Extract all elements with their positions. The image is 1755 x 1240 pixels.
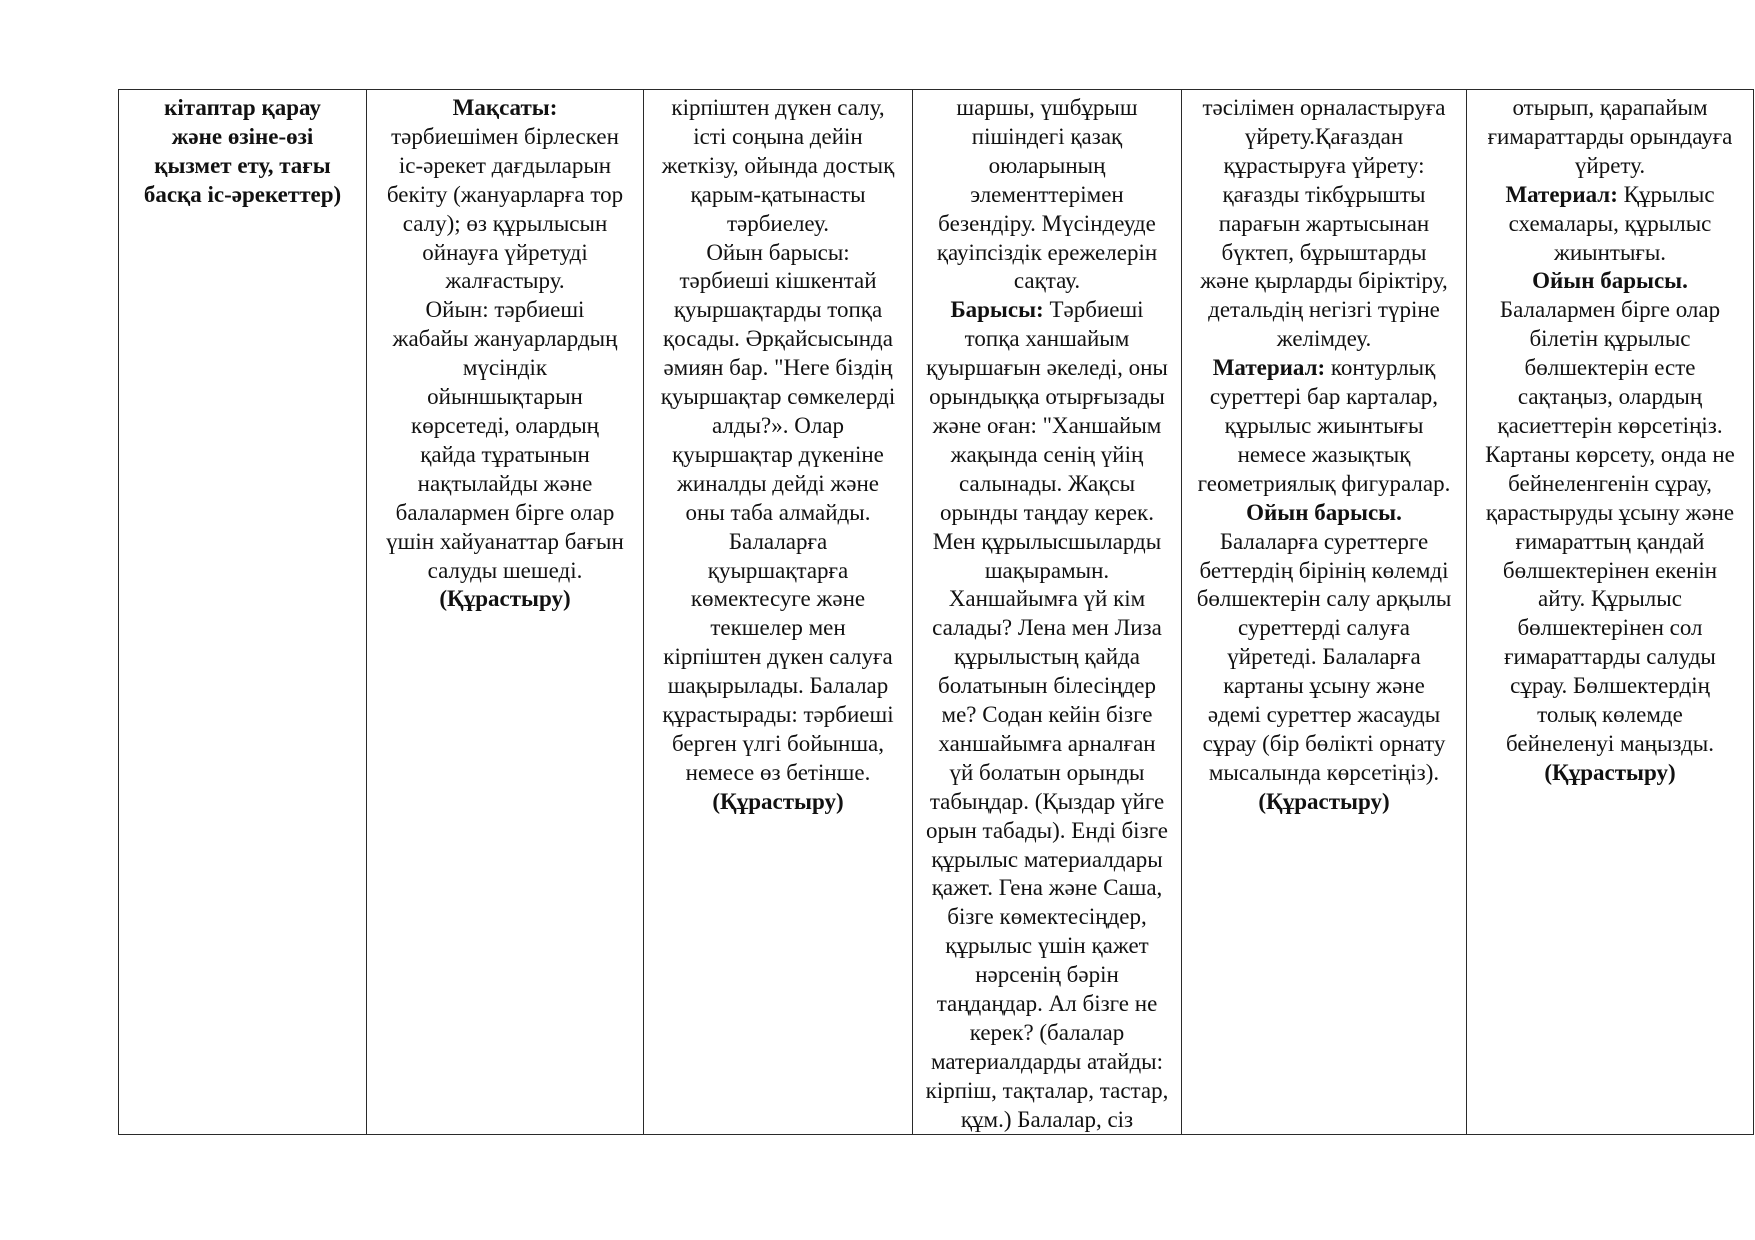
cell-text-line: әдемі суреттер жасауды — [1207, 702, 1441, 728]
cell-text-line: шақырылады. Балалар — [667, 673, 889, 699]
cell-text-line: (Құрастыру) — [1258, 788, 1390, 814]
cell-text-line: сұрау. Бөлшектердің — [1510, 673, 1710, 699]
cell-text-line: тәсілімен орналастыруға — [1202, 95, 1446, 120]
cell-text-line: толық көлемде — [1537, 702, 1683, 728]
cell-text-line: әмиян бар. "Неге біздің — [663, 355, 893, 381]
cell-text-line: қауіпсіздік ережелерін — [936, 239, 1158, 265]
cell-text-line: кірпіштен дүкен салуға — [663, 644, 893, 670]
cell-text-line: берген үлгі бойынша, — [672, 730, 884, 756]
cell-text-line: және өзіне-өзі — [171, 123, 314, 149]
cell-text-line: бөлшектерінен екенін — [1502, 557, 1718, 583]
cell-text-line: мысалында көрсетіңіз). — [1208, 759, 1440, 785]
cell-text-line: Ойын: тәрбиеші — [425, 297, 585, 323]
cell-text-line: және оған: "Ханшайым — [932, 412, 1162, 438]
cell-text-line: құрылыс материалдары — [931, 846, 1163, 872]
cell-text-line: үй болатын орынды — [949, 759, 1145, 785]
cell-text-line: ғимараттарды салуды — [1504, 644, 1716, 670]
activity-type-cell — [119, 90, 367, 1135]
cell-text-line: Балаларға — [728, 528, 828, 554]
cell-text-line: болатынын білесіңдер — [938, 673, 1156, 699]
cell-text-line: қарастыруды ұсыну және — [1485, 499, 1735, 525]
cell-text-line: ханшайымға арналған — [938, 730, 1156, 756]
cell-text-line: элементтерімен — [970, 181, 1124, 207]
cell-text-line: жеткізу, ойында достық — [661, 152, 895, 178]
cell-text-line: Мақсаты: — [452, 95, 558, 120]
cell-text-line: үйретеді. Балаларға — [1227, 644, 1421, 670]
cell-text-line: шақырамын. — [984, 557, 1110, 583]
cell-text-line — [1468, 181, 1752, 210]
cell-text-line: қуыршақтарды топқа — [673, 297, 883, 323]
cell-text-line: салу); өз құрылысын — [402, 210, 608, 236]
cell-text-line: қағазды тікбұрышты — [1222, 181, 1426, 207]
cell-text-line: қызмет ету, тағы — [154, 152, 331, 178]
cell-text-line: қажет. Гена және Саша, — [931, 875, 1163, 901]
cell-text-line: сақтау. — [1013, 268, 1081, 294]
cell-text-line: суреттері бар карталар, — [1209, 384, 1439, 410]
lesson-plan-table — [118, 89, 1754, 1135]
cell-text-line: нақтылайды және — [417, 470, 593, 496]
cell-text-line: (Құрастыру) — [712, 788, 844, 814]
cell-text-line: желімдеу. — [1276, 326, 1372, 352]
cell-text-line: іс-әрекет дағдыларын — [398, 152, 612, 178]
cell-text-line: бейнеленуі маңызды. — [1505, 730, 1714, 756]
cell-text-line: Балаларға суреттерге — [1219, 528, 1429, 554]
cell-text-line: Мен құрылысшыларды — [932, 528, 1162, 554]
cell-text-line: оюларының — [988, 152, 1106, 178]
cell-text-line: ойнауға үйретуді — [422, 239, 588, 265]
cell-text-line: (Құрастыру) — [439, 586, 571, 612]
cell-text-line: ойыншықтарын — [427, 384, 583, 410]
cell-text-line: бекіту (жануарларға тор — [386, 181, 624, 207]
cell-text-line: және қырларды біріктіру, — [1200, 268, 1448, 294]
cell-text-line: ме? Содан кейін бізге — [941, 702, 1153, 728]
cell-text-line: салады? Лена мен Лиза — [932, 615, 1162, 641]
cell-text-line: отырып, қарапайым — [1512, 95, 1708, 120]
cell-text-line: нәрсенің бәрін — [975, 962, 1119, 988]
cell-text-line: пішіндегі қазақ — [971, 123, 1123, 149]
cell-text-line: бізге көмектесіңдер, — [947, 904, 1147, 930]
cell-text-line: бөлшектерін есте — [1524, 355, 1696, 381]
cell-text-line: қосады. Әрқайсысында — [663, 326, 893, 352]
cell-text-line: схемалары, құрылыс — [1508, 210, 1712, 236]
friday-cell — [1467, 90, 1754, 1135]
cell-text-line: картаны ұсыну және — [1223, 673, 1425, 699]
cell-text-line: беттердің бірінің көлемді — [1199, 557, 1449, 583]
cell-text-line: тәрбиешімен бірлескен — [391, 123, 619, 149]
tuesday-cell — [644, 90, 913, 1135]
cell-text-line: детальдің негізгі түріне — [1208, 297, 1440, 323]
cell-text-line: құм.) Балалар, сіз — [960, 1106, 1134, 1132]
cell-text-line: бөлшектерінен сол — [1517, 615, 1703, 641]
cell-text-line: қуыршақтар сөмкелерді — [660, 384, 896, 410]
cell-text-line: орынды таңдау керек. — [940, 499, 1154, 525]
cell-text-line: безендіру. Мүсіндеуде — [938, 210, 1156, 236]
cell-text-line: үйрету. — [1574, 152, 1646, 178]
cell-text-line — [914, 296, 1180, 325]
cell-text-line: бөлшектерін салу арқылы — [1196, 586, 1452, 612]
cell-text-line: Картаны көрсету, онда не — [1485, 441, 1735, 467]
cell-text-line: құрастырады: тәрбиеші — [662, 702, 894, 728]
wednesday-cell — [913, 90, 1182, 1135]
inline-label: Барысы: — [950, 297, 1044, 323]
cell-text-line: табыңдар. (Қыздар үйге — [929, 788, 1165, 814]
cell-text-line: алды?». Олар — [711, 412, 845, 438]
cell-text-line: тәрбиеші кішкентай — [679, 268, 877, 294]
cell-text-line: парағын жартысынан — [1218, 210, 1430, 236]
cell-text-line: немесе жазықтық — [1237, 441, 1411, 467]
cell-text-line: кірпіштен дүкен салу, — [671, 95, 885, 120]
cell-text-line: Ойын барысы: — [706, 239, 850, 265]
inline-text: Тәрбиеші — [1043, 297, 1144, 323]
cell-text-line: жалғастыру. — [445, 268, 565, 294]
cell-text-line: қайда тұратынын — [420, 441, 590, 467]
cell-text-line: шаршы, үшбұрыш — [956, 95, 1138, 120]
cell-text-line: оны таба алмайды. — [685, 499, 871, 525]
cell-text-line: қуыршақтарға — [707, 557, 849, 583]
cell-text-line: айту. Құрылыс — [1538, 586, 1682, 612]
cell-text-line: істі соңына дейін — [693, 123, 863, 149]
cell-text-line: суреттерді салуға — [1238, 615, 1410, 641]
cell-text-line: керек? (балалар — [969, 1020, 1125, 1045]
cell-text-line: жиынтығы. — [1553, 239, 1667, 265]
cell-text-line: қарым-қатынасты — [690, 181, 866, 207]
cell-text-line: салынады. Жақсы — [958, 470, 1136, 496]
cell-text-line: басқа іс-әрекеттер) — [143, 181, 342, 207]
cell-text-line: топқа ханшайым — [964, 326, 1130, 352]
cell-text-line: материалдарды атайды: — [931, 1048, 1163, 1074]
table-row — [119, 90, 1754, 1135]
cell-text-line: қасиеттерін көрсетіңіз. — [1497, 412, 1723, 438]
cell-text-line: орындыққа отырғызады — [929, 384, 1165, 410]
cell-text-line: Ойын барысы. — [1532, 268, 1688, 294]
monday-cell — [367, 90, 644, 1135]
cell-text-line: жақында сенің үйің — [950, 441, 1144, 467]
cell-text-line: мүсіндік — [462, 355, 548, 381]
cell-text-line: орын табады). Енді бізге — [926, 817, 1168, 843]
cell-text-line: геометриялық фигуралар. — [1197, 470, 1451, 496]
cell-text-line: қуыршақтар дүкеніне — [672, 441, 884, 467]
cell-text-line: ғимараттың қандай — [1515, 528, 1705, 554]
cell-text-line: тәрбиелеу. — [726, 210, 830, 236]
cell-text-line: Балалармен бірге олар — [1499, 297, 1721, 323]
cell-text-line: құрылыстың қайда — [954, 644, 1140, 670]
cell-text-line: жиналды дейді және — [677, 470, 879, 496]
cell-text-line: бейнеленгенін сұрау, — [1508, 470, 1712, 496]
cell-text-line: сұрау (бір бөлікті орнату — [1202, 730, 1446, 756]
cell-text-line: жабайы жануарлардың — [392, 326, 618, 352]
cell-text-line: Ханшайымға үй кім — [948, 586, 1146, 612]
inline-label: Материал: — [1505, 181, 1618, 207]
thursday-cell — [1182, 90, 1467, 1135]
cell-text-line: кітаптар қарау — [164, 95, 321, 120]
cell-text-line: құрылыс үшін қажет — [945, 933, 1149, 959]
cell-text-line: бүктеп, бұрыштарды — [1221, 239, 1427, 265]
cell-text-line: үшін хайуанаттар бағын — [386, 528, 624, 554]
cell-text-line: көрсетеді, олардың — [411, 412, 599, 438]
cell-text-line: көмектесуге және — [690, 586, 866, 612]
cell-text-line: құрастыруға үйрету: — [1223, 152, 1425, 178]
cell-text-line: ғимараттарды орындауға — [1487, 123, 1733, 149]
cell-text-line: кірпіш, тақталар, тастар, — [925, 1077, 1169, 1103]
cell-text-line: сақтаңыз, олардың — [1517, 384, 1703, 410]
cell-text-line: балалармен бірге олар — [395, 499, 615, 525]
cell-text-line — [1183, 354, 1465, 383]
cell-text-line: (Құрастыру) — [1544, 759, 1676, 785]
cell-text-line: салуды шешеді. — [427, 557, 583, 583]
cell-text-line: құрылыс жиынтығы — [1224, 412, 1424, 438]
cell-text-line: Ойын барысы. — [1246, 499, 1402, 525]
cell-text-line: немесе өз бетінше. — [685, 759, 871, 785]
inline-text: Құрылыс — [1617, 181, 1715, 207]
cell-text-line: білетін құрылыс — [1529, 326, 1691, 352]
inline-label: Материал: — [1212, 355, 1326, 381]
cell-text-line: үйрету.Қағаздан — [1244, 123, 1404, 149]
cell-text-line: текшелер мен — [710, 615, 846, 641]
inline-text: контурлық — [1325, 355, 1436, 381]
cell-text-line: қуыршағын әкеледі, оны — [926, 355, 1168, 381]
cell-text-line: таңдаңдар. Ал бізге не — [936, 991, 1158, 1017]
